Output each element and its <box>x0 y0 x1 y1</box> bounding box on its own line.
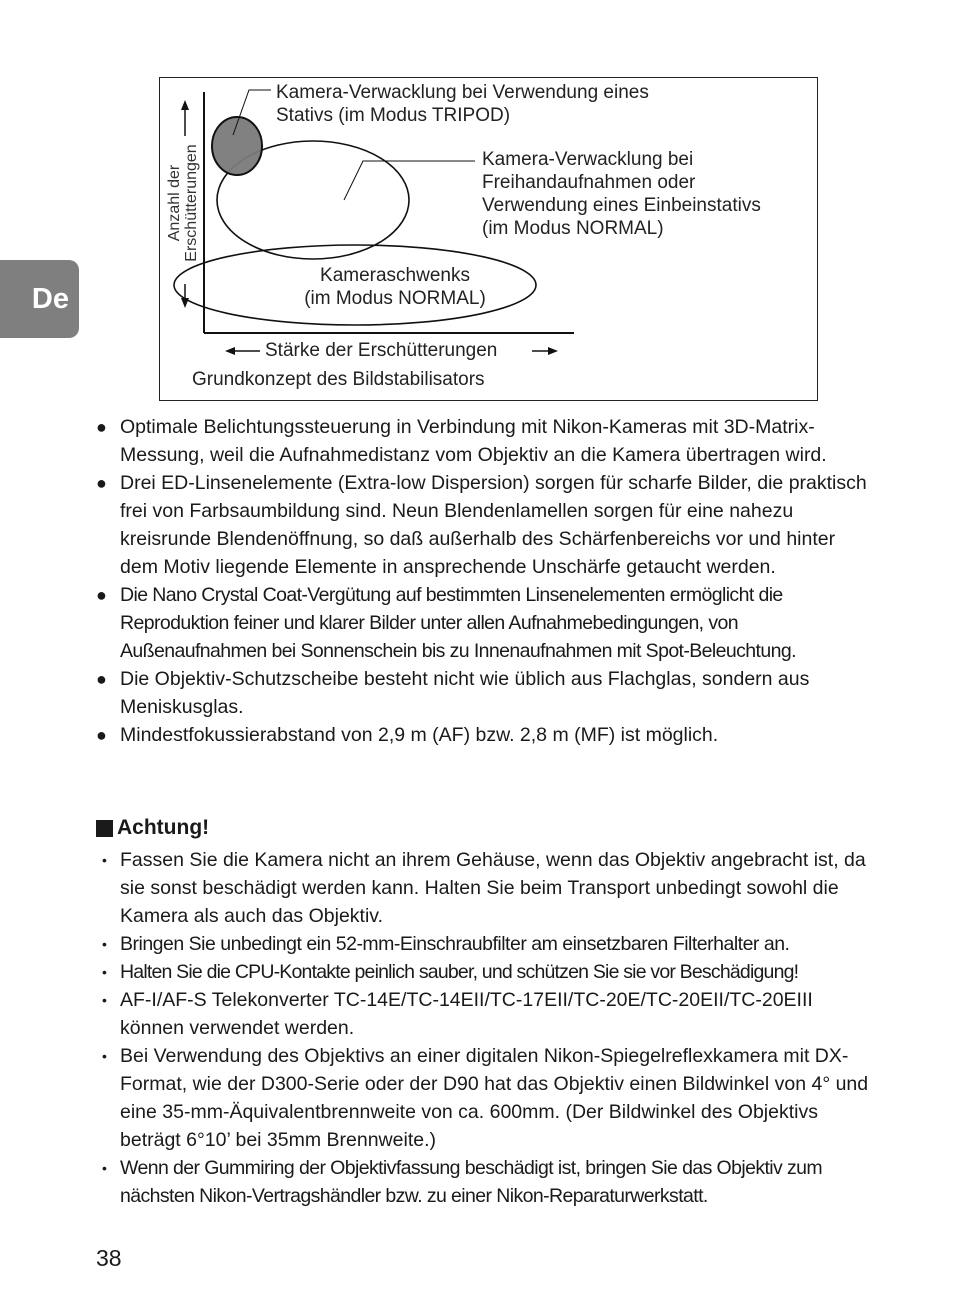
feature-text: Optimale Belichtungssteuerung in Verbindung mit Nikon-Kameras mit 3D-Matrix-Messung, weil die Aufnahmedistanz vom Objektiv an die Kamera übertragen wird. <box>120 416 827 466</box>
feature-item <box>96 665 876 721</box>
caution-item <box>96 958 876 986</box>
caution-text: Bei Verwendung des Objektivs an einer digitalen Nikon-Spiegelreflexkamera mit DX-Format, wie der D300-Serie oder der D90 hat das Objektiv einen Bildwinkel von 4° und eine 35-mm-Äquivalentbrennweite von ca. 600mm. (Der Bildwinkel des Objektivs beträgt 6°10’ bei 35mm Brennweite.) <box>120 1045 869 1151</box>
bullet-icon: • <box>102 964 107 980</box>
caution-list <box>96 846 876 1210</box>
feature-item <box>96 469 876 581</box>
y-axis-label-line2: Erschütterungen <box>183 144 200 262</box>
label-normal <box>482 148 761 240</box>
caution-text: Bringen Sie unbedingt ein 52-mm-Einschraubfilter am einsetzbaren Filterhalter an. <box>120 933 790 955</box>
feature-item <box>96 413 876 469</box>
bullet-icon: ● <box>96 725 107 745</box>
bullet-icon: • <box>102 992 107 1008</box>
caution-item <box>96 1154 876 1210</box>
caution-heading <box>96 816 209 840</box>
bullet-icon: ● <box>96 473 107 493</box>
caution-text: Wenn der Gummiring der Objektivfassung beschädigt ist, bringen Sie das Objektiv zum nächsten Nikon-Vertragshändler bzw. zu einer Nikon-Reparaturwerkstatt. <box>120 1157 823 1207</box>
bullet-icon: ● <box>96 417 107 437</box>
label-pan-line2: (im Modus NORMAL) <box>304 288 486 309</box>
caution-item <box>96 930 876 958</box>
bullet-icon: • <box>102 1160 107 1176</box>
square-icon <box>96 820 113 837</box>
label-pan <box>290 264 500 310</box>
feature-text: Mindestfokussierabstand von 2,9 m (AF) bzw. 2,8 m (MF) ist möglich. <box>120 724 719 746</box>
label-tripod-line2: Stativs (im Modus TRIPOD) <box>276 105 511 126</box>
feature-text: Die Nano Crystal Coat-Vergütung auf bestimmten Linsenelementen ermöglicht die Reproduktion feiner und klarer Bilder unter allen Aufnahmebedingungen, von Außenaufnahmen bei Sonnenschein bis zu Innenaufnahmen mit Spot-Beleuchtung. <box>120 584 796 662</box>
bullet-icon: • <box>102 936 107 952</box>
label-normal-line2: Freihandaufnahmen oder <box>482 172 696 193</box>
bullet-icon: ● <box>96 669 107 689</box>
caution-heading-text: Achtung! <box>117 816 210 839</box>
caution-text: AF-I/AF-S Telekonverter TC-14E/TC-14EII/TC-17EII/TC-20E/TC-20EII/TC-20EIII können verwendet werden. <box>120 989 813 1039</box>
page-number: 38 <box>96 1245 122 1271</box>
bullet-icon: ● <box>96 585 107 605</box>
label-normal-line1: Kamera-Verwacklung bei <box>482 149 694 170</box>
caution-text: Fassen Sie die Kamera nicht an ihrem Gehäuse, wenn das Objektiv angebracht ist, da sie sonst beschädigt werden kann. Halten Sie beim Transport unbedingt sowohl die Kamera als auch das Objektiv. <box>120 849 866 927</box>
x-axis-label: Stärke der Erschütterungen <box>265 340 498 361</box>
feature-text: Die Objektiv-Schutzscheibe besteht nicht wie üblich aus Flachglas, sondern aus Meniskusglas. <box>120 668 810 718</box>
label-normal-line3: Verwendung eines Einbeinstativs <box>482 195 761 216</box>
feature-item <box>96 721 876 749</box>
caution-text: Halten Sie die CPU-Kontakte peinlich sauber, und schützen Sie sie vor Beschädigung! <box>120 961 799 983</box>
feature-item <box>96 581 876 665</box>
y-axis-label-line1: Anzahl der <box>166 164 183 242</box>
label-pan-line1: Kameraschwenks <box>320 265 470 286</box>
stabilizer-concept-figure <box>159 77 818 401</box>
caution-item <box>96 986 876 1042</box>
label-normal-line4: (im Modus NORMAL) <box>482 218 664 239</box>
label-tripod-line1: Kamera-Verwacklung bei Verwendung eines <box>276 82 649 103</box>
y-axis-label <box>166 133 200 273</box>
feature-list <box>96 413 876 749</box>
feature-text: Drei ED-Linsenelemente (Extra-low Dispersion) sorgen für scharfe Bilder, die praktisch frei von Farbsaumbildung sind. Neun Blendenlamellen sorgen für eine nahezu kreisrunde Blendenöffnung, so daß außerhalb des Schärfenbereichs vor und hinter dem Motiv liegende Elemente in ansprechende Unschärfe getaucht werden. <box>120 472 867 578</box>
language-tab: De <box>0 260 79 338</box>
bullet-icon: • <box>102 852 107 868</box>
bullet-icon: • <box>102 1048 107 1064</box>
figure-caption: Grundkonzept des Bildstabilisators <box>192 369 485 390</box>
caution-item <box>96 1042 876 1154</box>
label-tripod <box>276 81 649 127</box>
caution-item <box>96 846 876 930</box>
